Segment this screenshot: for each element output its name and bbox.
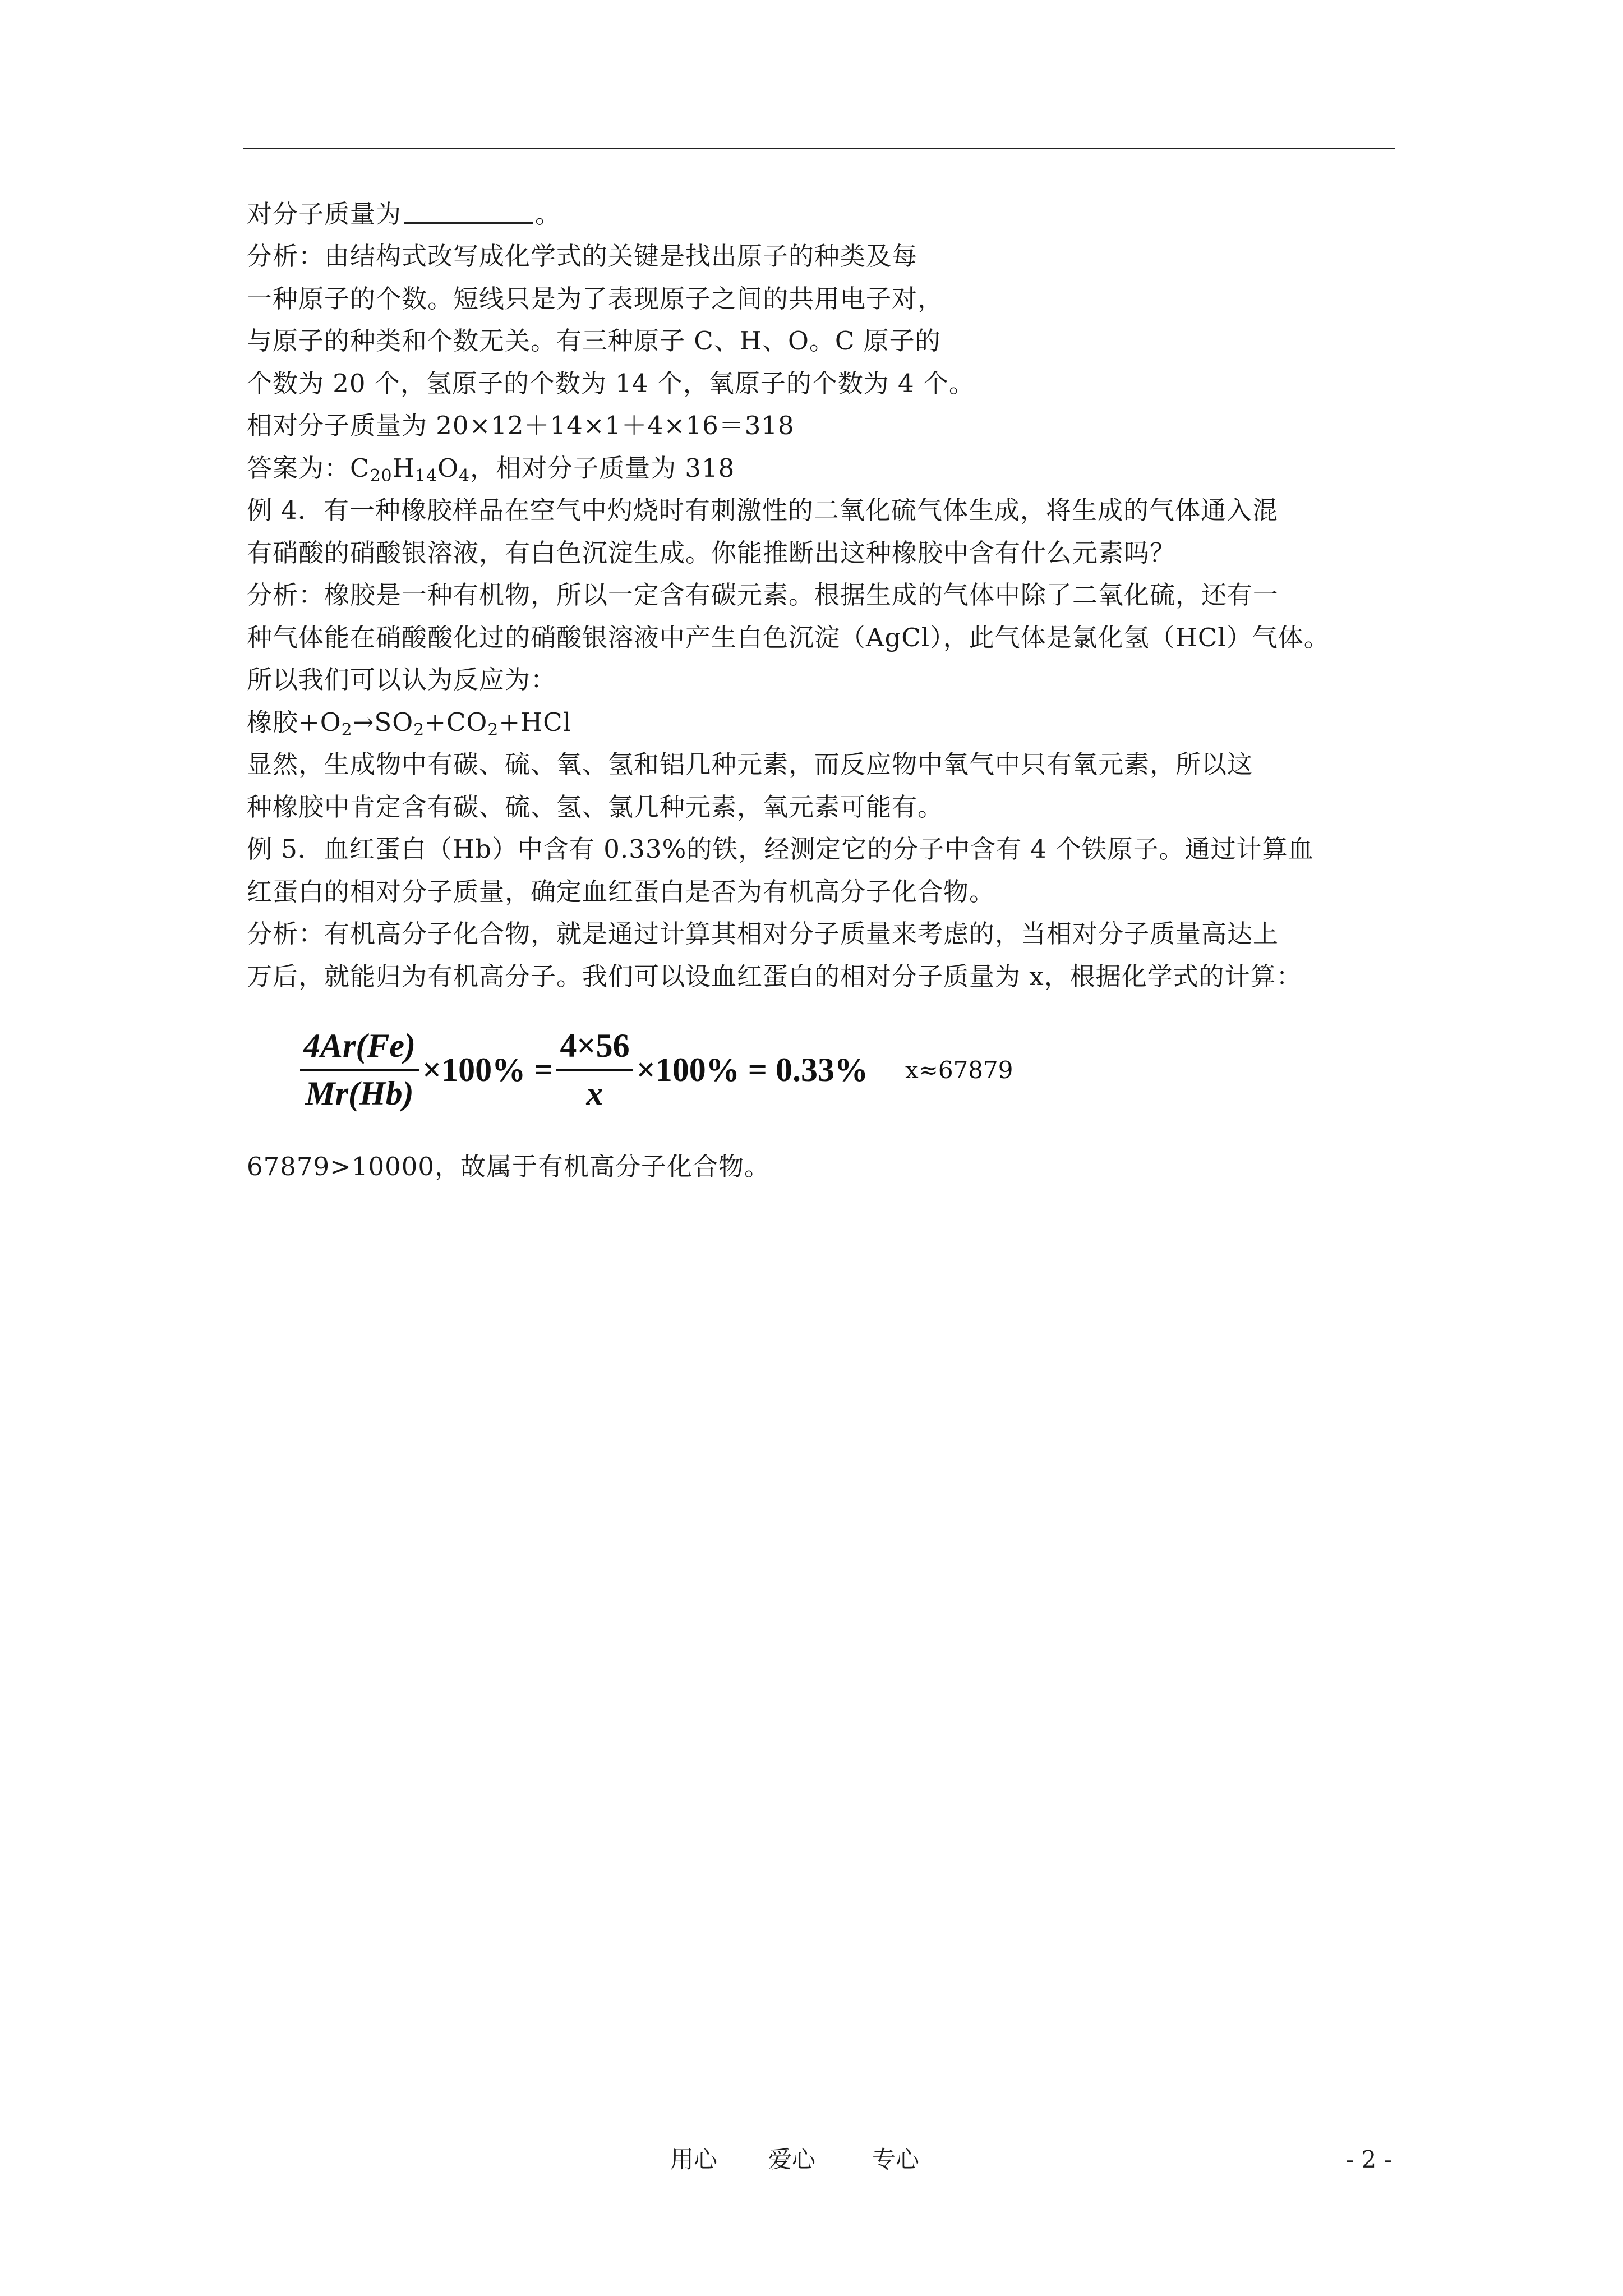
example-4-analysis-2: 种气体能在硝酸酸化过的硝酸银溶液中产生白色沉淀（AgCl），此气体是氯化氢（HCl）气体。 [247, 623, 1330, 652]
fraction-numerator: 4×56 [556, 1027, 633, 1071]
fraction-iron-ratio [300, 1027, 419, 1113]
hemoglobin-formula [300, 1027, 1013, 1122]
text: 。 [535, 199, 561, 229]
reaction-equation: 橡胶$+O_2\to SO_2+CO_2+HCl$ [247, 707, 572, 740]
analysis-line-2: 一种原子的个数。短线只是为了表现原子之间的共用电子对， [247, 284, 944, 314]
example-5-line-1: 例 5．血红蛋白（Hb）中含有 0.33%的铁，经测定它的分子中含有 4 个铁原子。通过计算血 [247, 834, 1314, 864]
page-number: - 2 - [1346, 2146, 1392, 2173]
answer-blank [404, 200, 533, 224]
example-4-analysis-1: 分析：橡胶是一种有机物，所以一定含有碳元素。根据生成的气体中除了二氧化硫，还有一 [247, 580, 1279, 610]
approximate-result: x≈67879 [905, 1056, 1013, 1084]
analysis-line-4: 个数为 20 个，氢原子的个数为 14 个，氧原子的个数为 4 个。 [247, 369, 975, 398]
answer-line: 答案为：$C_{20}H_{14}O_4$，相对分子质量为 318 [247, 453, 735, 486]
text: 对分子质量为 [247, 199, 402, 229]
example-4-conclusion-1: 显然，生成物中有碳、硫、氧、氢和铝几种元素，而反应物中氧气中只有氧元素，所以这 [247, 749, 1253, 779]
example-5-line-2: 红蛋白的相对分子质量，确定血红蛋白是否为有机高分子化合物。 [247, 877, 995, 907]
header-rule [243, 148, 1395, 149]
example-5-analysis-2: 万后，就能归为有机高分子。我们可以设血红蛋白的相对分子质量为 x，根据化学式的计算： [247, 961, 1302, 991]
analysis-line-3: 与原子的种类和个数无关。有三种原子 C、H、O。C 原子的 [247, 326, 941, 356]
fraction-mass [556, 1027, 633, 1113]
analysis-line-1: 分析：由结构式改写成化学式的关键是找出原子的种类及每 [247, 241, 918, 271]
example-4-line-2: 有硝酸的硝酸银溶液，有白色沉淀生成。你能推断出这种橡胶中含有什么元素吗？ [247, 538, 1176, 568]
fraction-numerator: 4Ar(Fe) [300, 1027, 419, 1071]
operator: ×100% = [422, 1051, 554, 1088]
footer-motto-1: 用心 [670, 2146, 718, 2173]
footer-motto-2: 爱心 [768, 2146, 816, 2173]
footer-motto-3: 专心 [872, 2146, 920, 2173]
example-4-conclusion-2: 种橡胶中肯定含有碳、硫、氢、氯几种元素，氧元素可能有。 [247, 792, 944, 822]
example-5-analysis-1: 分析：有机高分子化合物，就是通过计算其相对分子质量来考虑的，当相对分子质量高达上 [247, 919, 1279, 949]
example-4-line-1: 例 4．有一种橡胶样品在空气中灼烧时有刺激性的二氧化硫气体生成，将生成的气体通入混 [247, 495, 1278, 525]
final-conclusion: 67879>10000，故属于有机高分子化合物。 [247, 1152, 771, 1181]
operator: ×100% = 0.33% [636, 1051, 868, 1088]
answer-blank-line [247, 197, 561, 231]
fraction-denominator: x [586, 1075, 603, 1112]
mass-calculation-line: 相对分子质量为 20×12＋14×1＋4×16＝318 [247, 411, 795, 440]
fraction-denominator: Mr(Hb) [305, 1075, 414, 1112]
example-4-analysis-3: 所以我们可以认为反应为： [247, 665, 557, 694]
